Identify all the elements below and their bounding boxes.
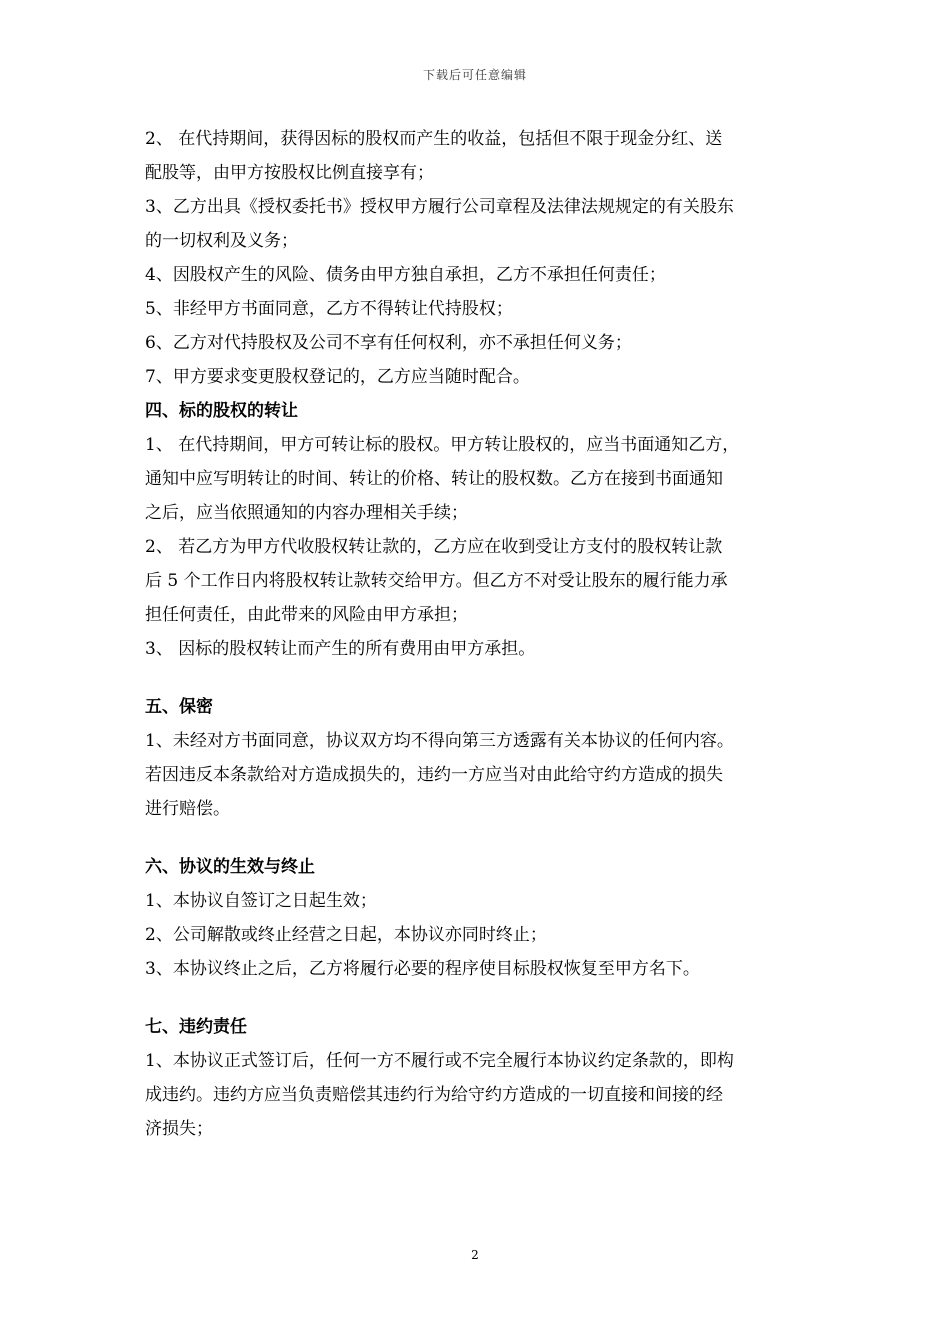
paragraph-line: 济损失； xyxy=(145,1119,213,1139)
section-spacer xyxy=(145,986,809,1010)
paragraph-line: 2、 在代持期间，获得因标的股权而产生的收益，包括但不限于现金分红、送 xyxy=(145,129,723,149)
paragraph-line: 5、非经甲方书面同意，乙方不得转让代持股权； xyxy=(145,299,513,319)
paragraph-line: 4、因股权产生的风险、债务由甲方独自承担，乙方不承担任何责任； xyxy=(145,265,666,285)
paragraph-line: 进行赔偿。 xyxy=(145,799,230,819)
page-header: 下载后可任意编辑 xyxy=(422,68,527,82)
paragraph-line: 7、甲方要求变更股权登记的，乙方应当随时配合。 xyxy=(145,367,530,387)
paragraph-line: 担任何责任，由此带来的风险由甲方承担； xyxy=(145,605,468,625)
paragraph-line: 1、本协议自签订之日起生效； xyxy=(145,891,377,911)
paragraph-line: 6、乙方对代持股权及公司不享有任何权利，亦不承担任何义务； xyxy=(145,333,632,353)
paragraph-line: 2、公司解散或终止经营之日起，本协议亦同时终止； xyxy=(145,925,547,945)
paragraph-line: 通知中应写明转让的时间、转让的价格、转让的股权数。乙方在接到书面通知 xyxy=(145,469,723,489)
section-heading: 七、违约责任 xyxy=(145,1017,247,1037)
page-number: 2 xyxy=(471,1248,479,1262)
paragraph-line: 3、 因标的股权转让而产生的所有费用由甲方承担。 xyxy=(145,639,536,659)
section-spacer xyxy=(145,826,809,850)
paragraph-line: 3、乙方出具《授权委托书》授权甲方履行公司章程及法律法规规定的有关股东 xyxy=(145,197,734,217)
section-heading: 六、协议的生效与终止 xyxy=(145,857,315,877)
document-body xyxy=(145,122,809,1146)
paragraph-line: 成违约。违约方应当负责赔偿其违约行为给守约方造成的一切直接和间接的经 xyxy=(145,1085,723,1105)
section-spacer xyxy=(145,666,809,690)
paragraph-line: 的一切权利及义务； xyxy=(145,231,298,251)
section-heading: 四、标的股权的转让 xyxy=(145,401,298,421)
paragraph-line: 配股等，由甲方按股权比例直接享有； xyxy=(145,163,434,183)
paragraph-line: 1、本协议正式签订后，任何一方不履行或不完全履行本协议约定条款的，即构 xyxy=(145,1051,734,1071)
paragraph-line: 2、 若乙方为甲方代收股权转让款的，乙方应在收到受让方支付的股权转让款 xyxy=(145,537,723,557)
paragraph-line: 1、未经对方书面同意，协议双方均不得向第三方透露有关本协议的任何内容。 xyxy=(145,731,734,751)
paragraph-line: 后 5 个工作日内将股权转让款转交给甲方。但乙方不对受让股东的履行能力承 xyxy=(145,571,728,591)
paragraph-line: 之后，应当依照通知的内容办理相关手续； xyxy=(145,503,468,523)
section-heading: 五、保密 xyxy=(145,697,213,717)
paragraph-line: 若因违反本条款给对方造成损失的，违约一方应当对由此给守约方造成的损失 xyxy=(145,765,723,785)
paragraph-line: 3、本协议终止之后，乙方将履行必要的程序使目标股权恢复至甲方名下。 xyxy=(145,959,700,979)
paragraph-line: 1、 在代持期间，甲方可转让标的股权。甲方转让股权的，应当书面通知乙方， xyxy=(145,435,740,455)
